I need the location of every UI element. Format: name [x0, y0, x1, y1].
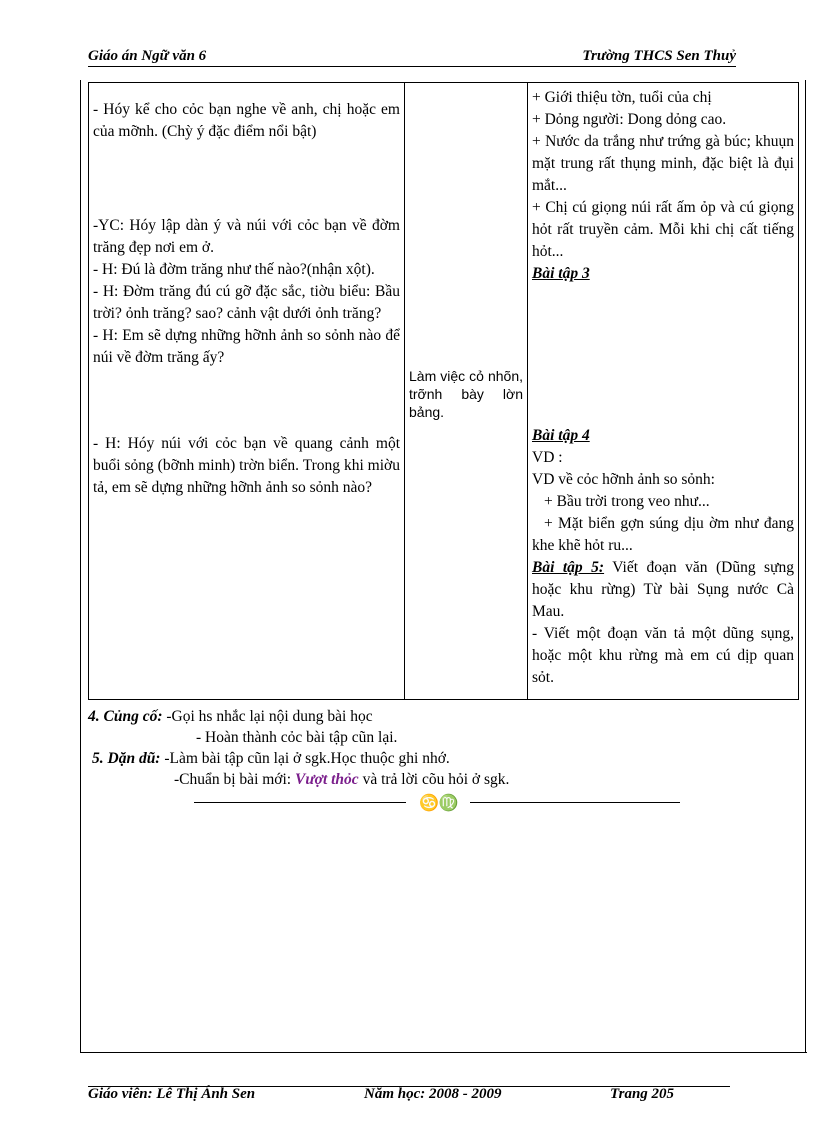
- exercise-4-title: Bài tập 4: [532, 427, 590, 444]
- header-school: Trường THCS Sen Thuỷ: [582, 48, 736, 64]
- exercise-4-line-4: + Mặt biển gợn súng dịu ờm như đang khe khẽ hỏt ru...: [532, 515, 794, 554]
- header-rule: [88, 66, 736, 67]
- teacher-activity-column: [89, 83, 405, 700]
- section-4-label: 4. Củng cố:: [88, 708, 163, 725]
- section-5-line-2-post: và trả lời cõu hỏi ở sgk.: [358, 771, 510, 788]
- next-lesson-title: Vượt thỏc: [295, 771, 359, 788]
- section-4-line-2: - Hoàn thành cỏc bài tập cũn lại.: [196, 729, 398, 746]
- divider-line-left: [194, 802, 406, 803]
- section-5-line-1: -Làm bài tập cũn lại ở sgk.Học thuộc ghi nhớ.: [164, 750, 450, 767]
- lesson-table: [88, 82, 799, 700]
- section-5-line-2-pre: -Chuẩn bị bài mới:: [174, 771, 295, 788]
- section-4-row-2: [88, 727, 788, 748]
- exercise-4-line-3: + Bầu trời trong veo như...: [544, 493, 710, 510]
- section-4-row-1: [88, 706, 788, 727]
- section-5-line-2: [174, 769, 509, 790]
- content-column: [528, 83, 799, 700]
- exercise-5-title: Bài tập 5:: [532, 559, 605, 576]
- exercise-4-line-2: VD về cỏc hỡnh ảnh so sỏnh:: [532, 471, 715, 488]
- content-line-2: + Dỏng người: Dong dỏng cao.: [532, 111, 727, 128]
- exercise-5: [532, 557, 794, 623]
- student-activity-text: Làm việc cỏ nhõn, trỡnh bày lờn bảng.: [409, 368, 523, 420]
- student-activity-column: [405, 83, 528, 700]
- task-moon-night-3: - H: Đờm trăng đú cú gỡ đặc sắc, tiờu biểu: Bầu trời? ỏnh trăng? sao? cảnh vật dưới ỏnh trăng?: [93, 283, 400, 322]
- zodiac-ornament-icon: ♋♍: [419, 795, 459, 812]
- page-frame-right: [805, 80, 806, 1052]
- task-sea-morning: - H: Hóy núi với cỏc bạn về quang cảnh một buổi sỏng (bỡnh minh) trờn biển. Trong khi miờu tả, em sẽ dựng những hỡnh ảnh so sỏnh nào?: [93, 435, 400, 496]
- header-subject: Giáo án Ngữ văn 6: [88, 48, 207, 64]
- exercise-5-text: Viết đoạn văn (Dũng sựng hoặc khu rừng) Từ bài Sụng nước Cà Mau.: [532, 559, 794, 620]
- section-5-row-2: [88, 769, 788, 790]
- section-4-line-1: -Gọi hs nhắc lại nội dung bài học: [166, 708, 373, 725]
- section-5-row-1: [88, 748, 788, 769]
- page-header: [88, 48, 736, 68]
- exercise-5-line-2: - Viết một đoạn văn tả một dũng sụng, hoặc một khu rừng mà em cú dịp quan sỏt.: [532, 625, 794, 686]
- closing-sections: [88, 706, 788, 790]
- exercise-3-title: Bài tập 3: [532, 265, 590, 282]
- content-line-4: + Chị cú giọng núi rất ấm ỏp và cú giọng hỏt rất truyền cảm. Mỗi khi chị cất tiếng hỏt...: [532, 199, 794, 260]
- task-describe-sibling: - Hóy kể cho cỏc bạn nghe về anh, chị hoặc em của mỡnh. (Chỳ ý đặc điểm nổi bật): [93, 101, 400, 140]
- task-moon-night-2: - H: Đú là đờm trăng như thế nào?(nhận xột).: [93, 261, 375, 278]
- section-5-label: 5. Dặn dũ:: [92, 750, 161, 767]
- task-moon-night-4: - H: Em sẽ dựng những hỡnh ảnh so sỏnh nào để núi về đờm trăng ấy?: [93, 327, 400, 366]
- section-divider: [194, 795, 680, 816]
- content-line-3: + Nước da trắng như trứng gà búc; khuụn mặt trung rất thụng minh, đặc biệt là đụi mắt...: [532, 133, 794, 194]
- exercise-4-line-1: VD :: [532, 449, 563, 466]
- footer-teacher: Giáo viên: Lê Thị Ánh Sen: [88, 1086, 256, 1102]
- footer-year: Năm học: 2008 - 2009: [364, 1086, 502, 1102]
- footer-page: Trang 205: [610, 1086, 675, 1102]
- content-line-1: + Giới thiệu tờn, tuổi của chị: [532, 89, 712, 106]
- task-moon-night-1: -YC: Hóy lập dàn ý và núi với cỏc bạn về đờm trăng đẹp nơi em ở.: [93, 217, 400, 256]
- divider-line-right: [470, 802, 680, 803]
